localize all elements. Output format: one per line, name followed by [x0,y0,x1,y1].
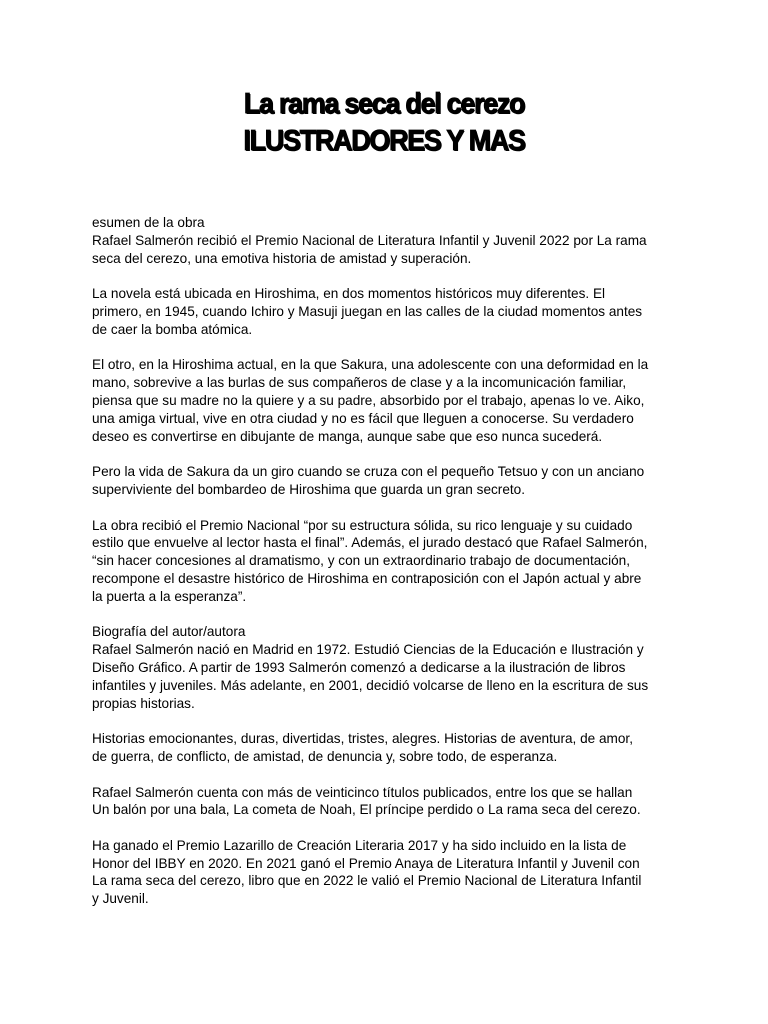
text-line: esumen de la obra [92,215,205,230]
text-line: propias historias. [92,695,195,711]
paragraph [92,784,678,820]
text-line: seca del cerezo, una emotiva historia de amistad y superación. [92,250,472,266]
text-line: Historias emocionantes, duras, divertidas, tristes, alegres. Historias de aventura, de amor, [92,731,633,747]
text-line: Honor del IBBY en 2020. En 2021 ganó el Premio Anaya de Literatura Infantil y Juvenil con [92,855,640,871]
text-line: Diseño Gráfico. A partir de 1993 Salmerón comenzó a dedicarse a la ilustración de libros [92,659,626,675]
text-line: la puerta a la esperanza”. [92,588,247,604]
paragraph [92,730,678,766]
text-line: de caer la bomba atómica. [92,321,253,337]
text-line: infantiles y juveniles. Más adelante, en 2001, decidió volcarse de lleno en la escritura de sus [92,677,649,693]
text-line: Ha ganado el Premio Lazarillo de Creación Literaria 2017 y ha sido incluido en la lista de [92,837,627,853]
text-line: mano, sobrevive a las burlas de sus compañeros de clase y a la incomunicación familiar, [92,375,627,391]
text-line: una amiga virtual, vive en otra ciudad y no es fácil que lleguen a conocerse. Su verdadero [92,410,634,426]
text-line: La obra recibió el Premio Nacional “por su estructura sólida, su rico lenguaje y su cuidado [92,517,633,533]
text-line: recompone el desastre histórico de Hiroshima en contraposición con el Japón actual y abre [92,570,642,586]
text-line: Pero la vida de Sakura da un giro cuando se cruza con el pequeño Tetsuo y con un anciano [92,464,645,480]
text-line: y Juvenil. [92,891,149,907]
text-line: piensa que su madre no la quiere y a su padre, absorbido por el trabajo, apenas lo ve. Aiko, [92,392,645,408]
paragraph [92,837,678,908]
text-line: Rafael Salmerón recibió el Premio Nacional de Literatura Infantil y Juvenil 2022 por La rama [92,232,647,248]
text-line: La rama seca del cerezo, libro que en 2022 le valió el Premio Nacional de Literatura Infantil [92,873,642,889]
paragraph [92,285,678,338]
text-line: Rafael Salmerón cuenta con más de veinticinco títulos publicados, entre los que se hallan [92,784,633,800]
text-line: La novela está ubicada en Hiroshima, en dos momentos históricos muy diferentes. El [92,286,606,302]
document-title: La rama seca del cerezo [243,88,525,120]
paragraph [92,463,678,499]
paragraph [92,214,678,267]
text-line: superviviente del bombardeo de Hiroshima que guarda un gran secreto. [92,481,525,497]
paragraph [92,623,678,712]
title-block [0,86,768,160]
text-line: El otro, en la Hiroshima actual, en la que Sakura, una adolescente con una deformidad en la [92,357,649,373]
paragraph [92,517,678,606]
paragraph [92,356,678,445]
text-line: estilo que envuelve al lector hasta el final”. Además, el jurado destacó que Rafael Salmerón, [92,535,648,551]
text-line: Biografía del autor/autora [92,624,246,640]
text-line: “sin hacer concesiones al dramatismo, y con un extraordinario trabajo de documentación, [92,553,630,569]
document-subtitle: ILUSTRADORES Y MAS [243,125,525,157]
text-line: Rafael Salmerón nació en Madrid en 1972. Estudió Ciencias de la Educación e Ilustración y [92,642,644,658]
document-body [92,214,678,926]
text-line: primero, en 1945, cuando Ichiro y Masuji juegan en las calles de la ciudad momentos antes [92,303,643,319]
text-line: de guerra, de conflicto, de amistad, de denuncia y, sobre todo, de esperanza. [92,748,558,764]
text-line: Un balón por una bala, La cometa de Noah, El príncipe perdido o La rama seca del cerezo. [92,802,641,818]
text-line: deseo es convertirse en dibujante de manga, aunque sabe que eso nunca sucederá. [92,428,603,444]
